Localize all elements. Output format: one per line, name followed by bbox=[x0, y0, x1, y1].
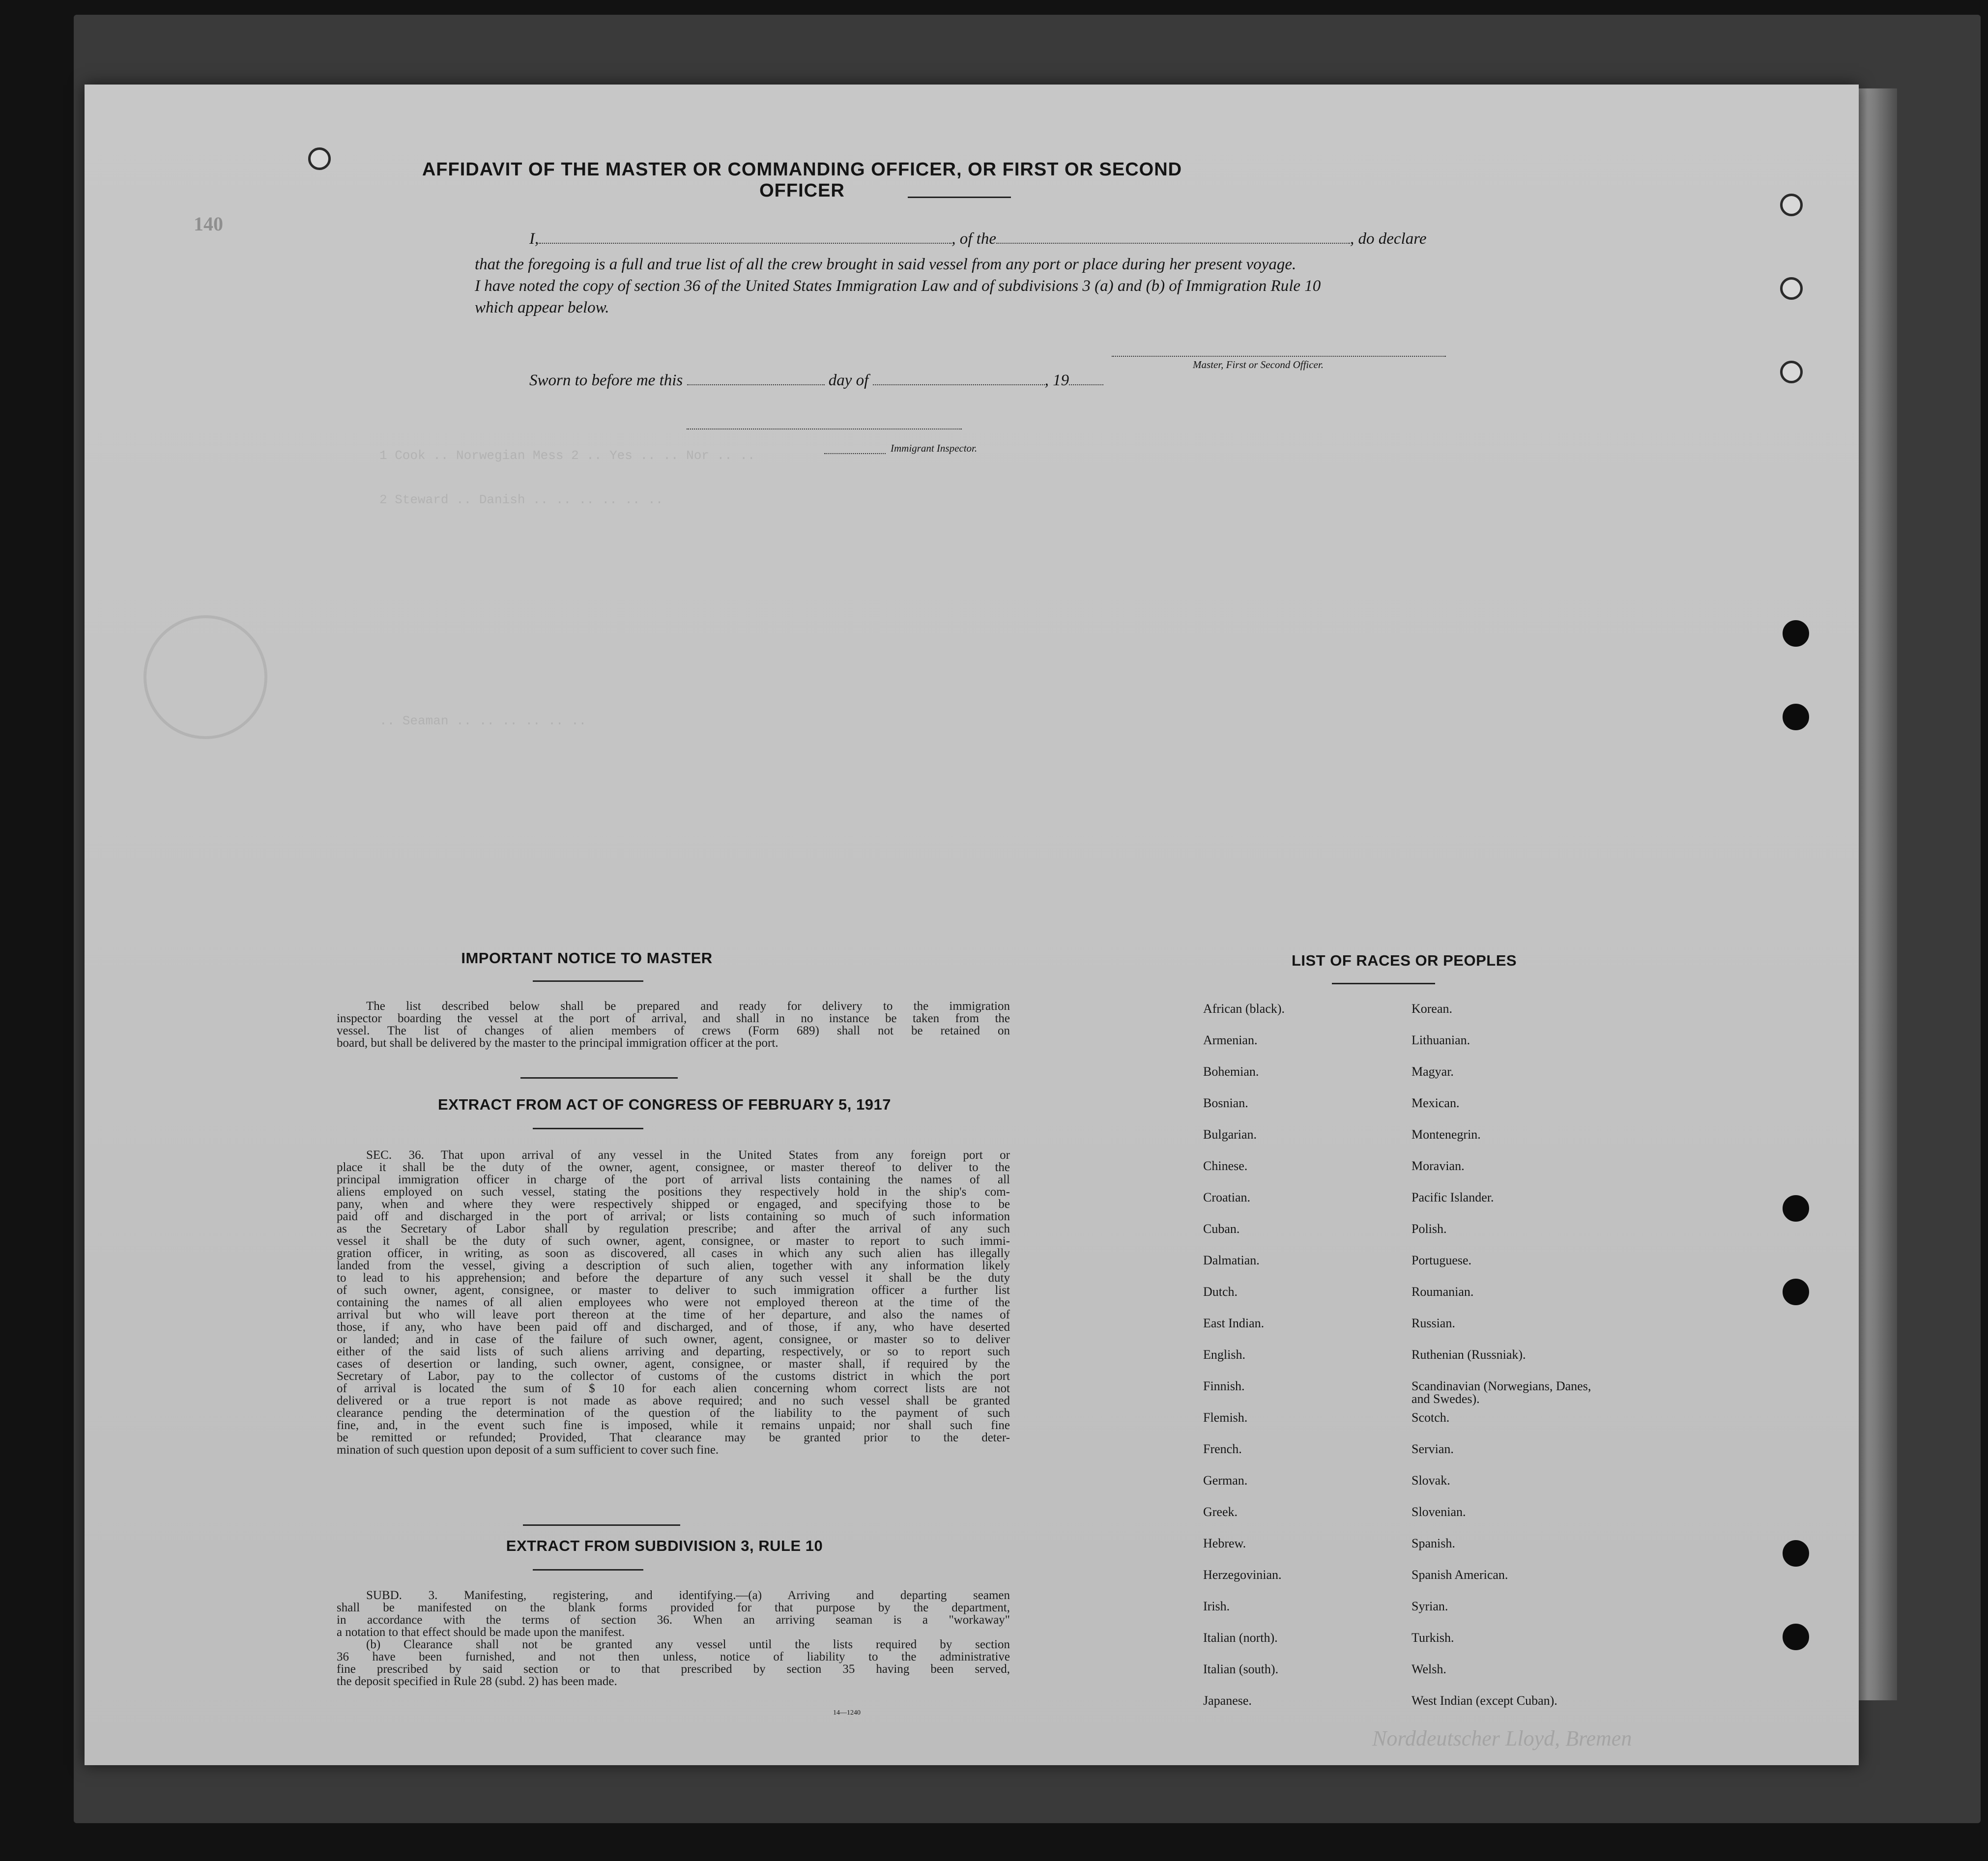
race-item: Bosnian. bbox=[1203, 1096, 1248, 1110]
race-item: Bulgarian. bbox=[1203, 1127, 1257, 1142]
officer-signature-line bbox=[1112, 356, 1446, 357]
punch-hole bbox=[1780, 361, 1803, 383]
race-item: Greek. bbox=[1203, 1505, 1238, 1519]
text-line: be remitted or refunded; Provided, That clearance may be granted prior to the deter- bbox=[337, 1431, 1010, 1444]
race-item: Moravian. bbox=[1412, 1159, 1465, 1173]
text-line: 36 have been furnished, and not then unless, notice of liability to the administrative bbox=[337, 1650, 1010, 1663]
affidavit-title: AFFIDAVIT OF THE MASTER OR COMMANDING OFFICER, OR FIRST OR SECOND OFFICER bbox=[422, 159, 1182, 201]
text-line: delivered or a true report is not made as above required; and no such vessel shall be granted bbox=[337, 1394, 1010, 1407]
notice-divider bbox=[520, 1077, 678, 1079]
text-line: vessel. The list of changes of alien members of crews (Form 689) shall not be retained on bbox=[337, 1024, 1010, 1037]
race-item: French. bbox=[1203, 1442, 1242, 1456]
race-item: Spanish. bbox=[1412, 1536, 1455, 1550]
notice-heading: IMPORTANT NOTICE TO MASTER bbox=[461, 949, 713, 967]
affidavit-line-4: which appear below. bbox=[475, 299, 609, 316]
affidavit-line-1-mid: , of the bbox=[951, 230, 996, 248]
race-item: German. bbox=[1203, 1473, 1248, 1488]
rule-text bbox=[337, 1589, 1010, 1688]
race-item: African (black). bbox=[1203, 1002, 1285, 1016]
sworn-line bbox=[529, 372, 1103, 390]
text-line: SEC. 36. That upon arrival of any vessel in the United States from any foreign port or bbox=[366, 1148, 1010, 1162]
bleed-through-row: 2 Steward .. Danish .. .. .. .. .. .. bbox=[379, 492, 663, 507]
text-line: fine prescribed by said section or to that prescribed by section 35 having been served, bbox=[337, 1662, 1010, 1676]
race-item: Russian. bbox=[1412, 1316, 1455, 1330]
races-heading: LIST OF RACES OR PEOPLES bbox=[1291, 952, 1517, 969]
sworn-end: , 19 bbox=[1044, 372, 1069, 389]
inspector-caption: Immigrant Inspector. bbox=[891, 442, 978, 454]
rule-heading: EXTRACT FROM SUBDIVISION 3, RULE 10 bbox=[506, 1537, 823, 1554]
text-line: to lead to his apprehension; and before the departure of any such vessel it shall be the duty bbox=[337, 1271, 1010, 1285]
bleed-through-row: .. Seaman .. .. .. .. .. .. bbox=[379, 714, 587, 728]
punch-hole bbox=[1783, 704, 1809, 730]
race-item: Italian (south). bbox=[1203, 1662, 1279, 1676]
race-item: Chinese. bbox=[1203, 1159, 1248, 1173]
text-line: principal immigration officer in charge of the port of arrival lists containing the names of all bbox=[337, 1173, 1010, 1186]
act-rule bbox=[533, 1128, 643, 1129]
race-item: Servian. bbox=[1412, 1442, 1454, 1456]
affidavit-line-1-start: I, bbox=[529, 230, 539, 248]
text-line: shall be manifested on the blank forms provided for that purpose by the department, bbox=[337, 1601, 1010, 1614]
race-item: Finnish. bbox=[1203, 1379, 1245, 1393]
race-item: English. bbox=[1203, 1347, 1245, 1362]
text-line: landed from the vessel, giving a description of such alien, together with any information likely bbox=[337, 1259, 1010, 1272]
punch-hole bbox=[1780, 277, 1803, 300]
sworn-start: Sworn to before me this bbox=[529, 372, 683, 389]
punch-hole bbox=[1783, 1279, 1809, 1305]
bleed-through-signature: Norddeutscher Lloyd, Bremen bbox=[1372, 1726, 1632, 1750]
race-item: Turkish. bbox=[1412, 1631, 1454, 1645]
race-item: Croatian. bbox=[1203, 1190, 1251, 1204]
race-item: Polish. bbox=[1412, 1222, 1447, 1236]
punch-hole bbox=[1780, 194, 1803, 216]
affidavit-line-3: I have noted the copy of section 36 of the United States Immigration Law and of subdivisions 3 (a) and (b) of Immigration Rule 10 bbox=[475, 277, 1321, 295]
inspector-leader-line bbox=[824, 453, 886, 454]
sworn-month-blank bbox=[873, 372, 1045, 385]
affidavit-line-1 bbox=[529, 230, 1426, 248]
rule-rule bbox=[533, 1569, 643, 1571]
text-line: paid off and discharged in the port of arrival; or lists containing so much of such information bbox=[337, 1210, 1010, 1223]
bleed-through-row: 1 Cook .. Norwegian Mess 2 .. Yes .. .. Nor .. .. bbox=[379, 448, 755, 463]
race-item: Japanese. bbox=[1203, 1693, 1252, 1708]
text-line: cases of desertion or landing, such owner, agent, consignee, or master shall, if required by the bbox=[337, 1357, 1010, 1371]
punch-hole bbox=[1783, 1540, 1809, 1567]
race-item: East Indian. bbox=[1203, 1316, 1265, 1330]
form-number: 14—1240 bbox=[833, 1709, 861, 1717]
act-divider bbox=[523, 1524, 680, 1526]
race-item: Ruthenian (Russniak). bbox=[1412, 1347, 1526, 1362]
race-item: Welsh. bbox=[1412, 1662, 1446, 1676]
race-item: Bohemian. bbox=[1203, 1064, 1259, 1079]
text-line: Secretary of Labor, pay to the collector of customs of the customs district in which the port bbox=[337, 1370, 1010, 1383]
text-line: pany, when and where they were respectively shipped or engaged, and specifying those to be bbox=[337, 1198, 1010, 1211]
race-item: Korean. bbox=[1412, 1002, 1453, 1016]
notice-rule bbox=[533, 980, 643, 982]
sworn-mid: day of bbox=[828, 372, 869, 389]
race-item: Hebrew. bbox=[1203, 1536, 1246, 1550]
race-item: Portuguese. bbox=[1412, 1253, 1472, 1267]
notice-text bbox=[337, 1000, 1010, 1049]
race-item: Roumanian. bbox=[1412, 1285, 1474, 1299]
races-left-column bbox=[1203, 1002, 1390, 1726]
affidavit-line-1-end: , do declare bbox=[1350, 230, 1427, 248]
text-line: or landed; and in case of the failure of such owner, agent, consignee, or master so to deliver bbox=[337, 1333, 1010, 1346]
bleed-through-stamp bbox=[144, 615, 267, 739]
races-right-column bbox=[1412, 1002, 1598, 1726]
text-line: as the Secretary of Labor shall by regulation prescribe; and after the arrival of any such bbox=[337, 1222, 1010, 1235]
race-item: Magyar. bbox=[1412, 1064, 1454, 1079]
punch-hole bbox=[1783, 620, 1809, 647]
text-line: fine, and, in the event such fine is imposed, while it remains unpaid; nor shall such fine bbox=[337, 1419, 1010, 1432]
punch-hole bbox=[1783, 1624, 1809, 1650]
punch-hole bbox=[1783, 1195, 1809, 1222]
name-blank bbox=[539, 230, 951, 244]
text-line: of arrival is located the sum of $ 10 for each alien concerning whom correct lists are not bbox=[337, 1382, 1010, 1395]
affidavit-line-2: that the foregoing is a full and true list of all the crew brought in said vessel from any port or place during her present voyage. bbox=[475, 256, 1297, 273]
text-line: mination of such question upon deposit of a sum sufficient to cover such fine. bbox=[337, 1443, 719, 1457]
race-item: Slovenian. bbox=[1412, 1505, 1466, 1519]
sworn-day-blank bbox=[687, 372, 825, 385]
text-line: The list described below shall be prepared and ready for delivery to the immigration bbox=[366, 1000, 1010, 1013]
text-line: aliens employed on such vessel, stating the positions they respectively hold in the ship's com- bbox=[337, 1185, 1010, 1199]
race-item: Pacific Islander. bbox=[1412, 1190, 1494, 1204]
punch-hole bbox=[308, 147, 331, 170]
text-line: (b) Clearance shall not be granted any vessel until the lists required by section bbox=[366, 1638, 1010, 1651]
text-line: either of the said lists of such aliens arriving and departing, respectively, or so to report such bbox=[337, 1345, 1010, 1358]
text-line: SUBD. 3. Manifesting, registering, and identifying.—(a) Arriving and departing seamen bbox=[366, 1589, 1010, 1602]
race-item: Cuban. bbox=[1203, 1222, 1240, 1236]
act-heading: EXTRACT FROM ACT OF CONGRESS OF FEBRUARY 5, 1917 bbox=[438, 1096, 891, 1113]
text-line: board, but shall be delivered by the master to the principal immigration officer at the port. bbox=[337, 1036, 778, 1050]
race-item: Scotch. bbox=[1412, 1410, 1450, 1425]
text-line: gration officer, in writing, as soon as discovered, all cases in which any such alien has illegally bbox=[337, 1247, 1010, 1260]
title-rule bbox=[908, 197, 1011, 198]
text-line: those, if any, who have been paid off and discharged, and of those, if any, who have deserted bbox=[337, 1320, 1010, 1334]
text-line: of such owner, agent, consignee, or master to deliver to such immigration officer a further list bbox=[337, 1284, 1010, 1297]
text-line: place it shall be the duty of the owner, agent, consignee, or master thereof to deliver to the bbox=[337, 1161, 1010, 1174]
text-line: in accordance with the terms of section 36. When an arriving seaman is a "workaway" bbox=[337, 1613, 1010, 1627]
text-line: a notation to that effect should be made upon the manifest. bbox=[337, 1626, 625, 1639]
vessel-blank bbox=[996, 230, 1350, 244]
race-item: Italian (north). bbox=[1203, 1631, 1278, 1645]
race-item: Spanish American. bbox=[1412, 1568, 1508, 1582]
text-line: the deposit specified in Rule 28 (subd. 2) has been made. bbox=[337, 1675, 617, 1688]
text-line: clearance pending the determination of the question of the liability to the payment of such bbox=[337, 1406, 1010, 1420]
race-item: Lithuanian. bbox=[1412, 1033, 1470, 1047]
officer-caption: Master, First or Second Officer. bbox=[1193, 359, 1324, 371]
manifest-page bbox=[85, 85, 1859, 1765]
race-item: Slovak. bbox=[1412, 1473, 1450, 1488]
races-rule bbox=[1332, 983, 1435, 984]
race-item: Scandinavian (Norwegians, Danes, and Swedes). bbox=[1412, 1379, 1591, 1406]
text-line: containing the names of all alien employees who were not employed thereon at the time of the bbox=[337, 1296, 1010, 1309]
race-item: Armenian. bbox=[1203, 1033, 1258, 1047]
race-item: Herzegovinian. bbox=[1203, 1568, 1282, 1582]
race-item: Syrian. bbox=[1412, 1599, 1448, 1613]
act-text bbox=[337, 1149, 1010, 1456]
race-item: Flemish. bbox=[1203, 1410, 1248, 1425]
race-item: West Indian (except Cuban). bbox=[1412, 1693, 1557, 1708]
margin-mark: 140 bbox=[194, 213, 223, 235]
race-item: Irish. bbox=[1203, 1599, 1230, 1613]
race-item: Dutch. bbox=[1203, 1285, 1238, 1299]
text-line: arrival but who will leave port thereon at the time of her departure, and also the names of bbox=[337, 1308, 1010, 1321]
sworn-year-blank bbox=[1069, 372, 1103, 385]
race-item: Dalmatian. bbox=[1203, 1253, 1260, 1267]
race-item: Montenegrin. bbox=[1412, 1127, 1481, 1142]
text-line: inspector boarding the vessel at the port of arrival, and shall in no instance be taken from the bbox=[337, 1012, 1010, 1025]
text-line: vessel it shall be the duty of such owner, agent, consignee, or master to report to such immi- bbox=[337, 1234, 1010, 1248]
race-item: Mexican. bbox=[1412, 1096, 1460, 1110]
